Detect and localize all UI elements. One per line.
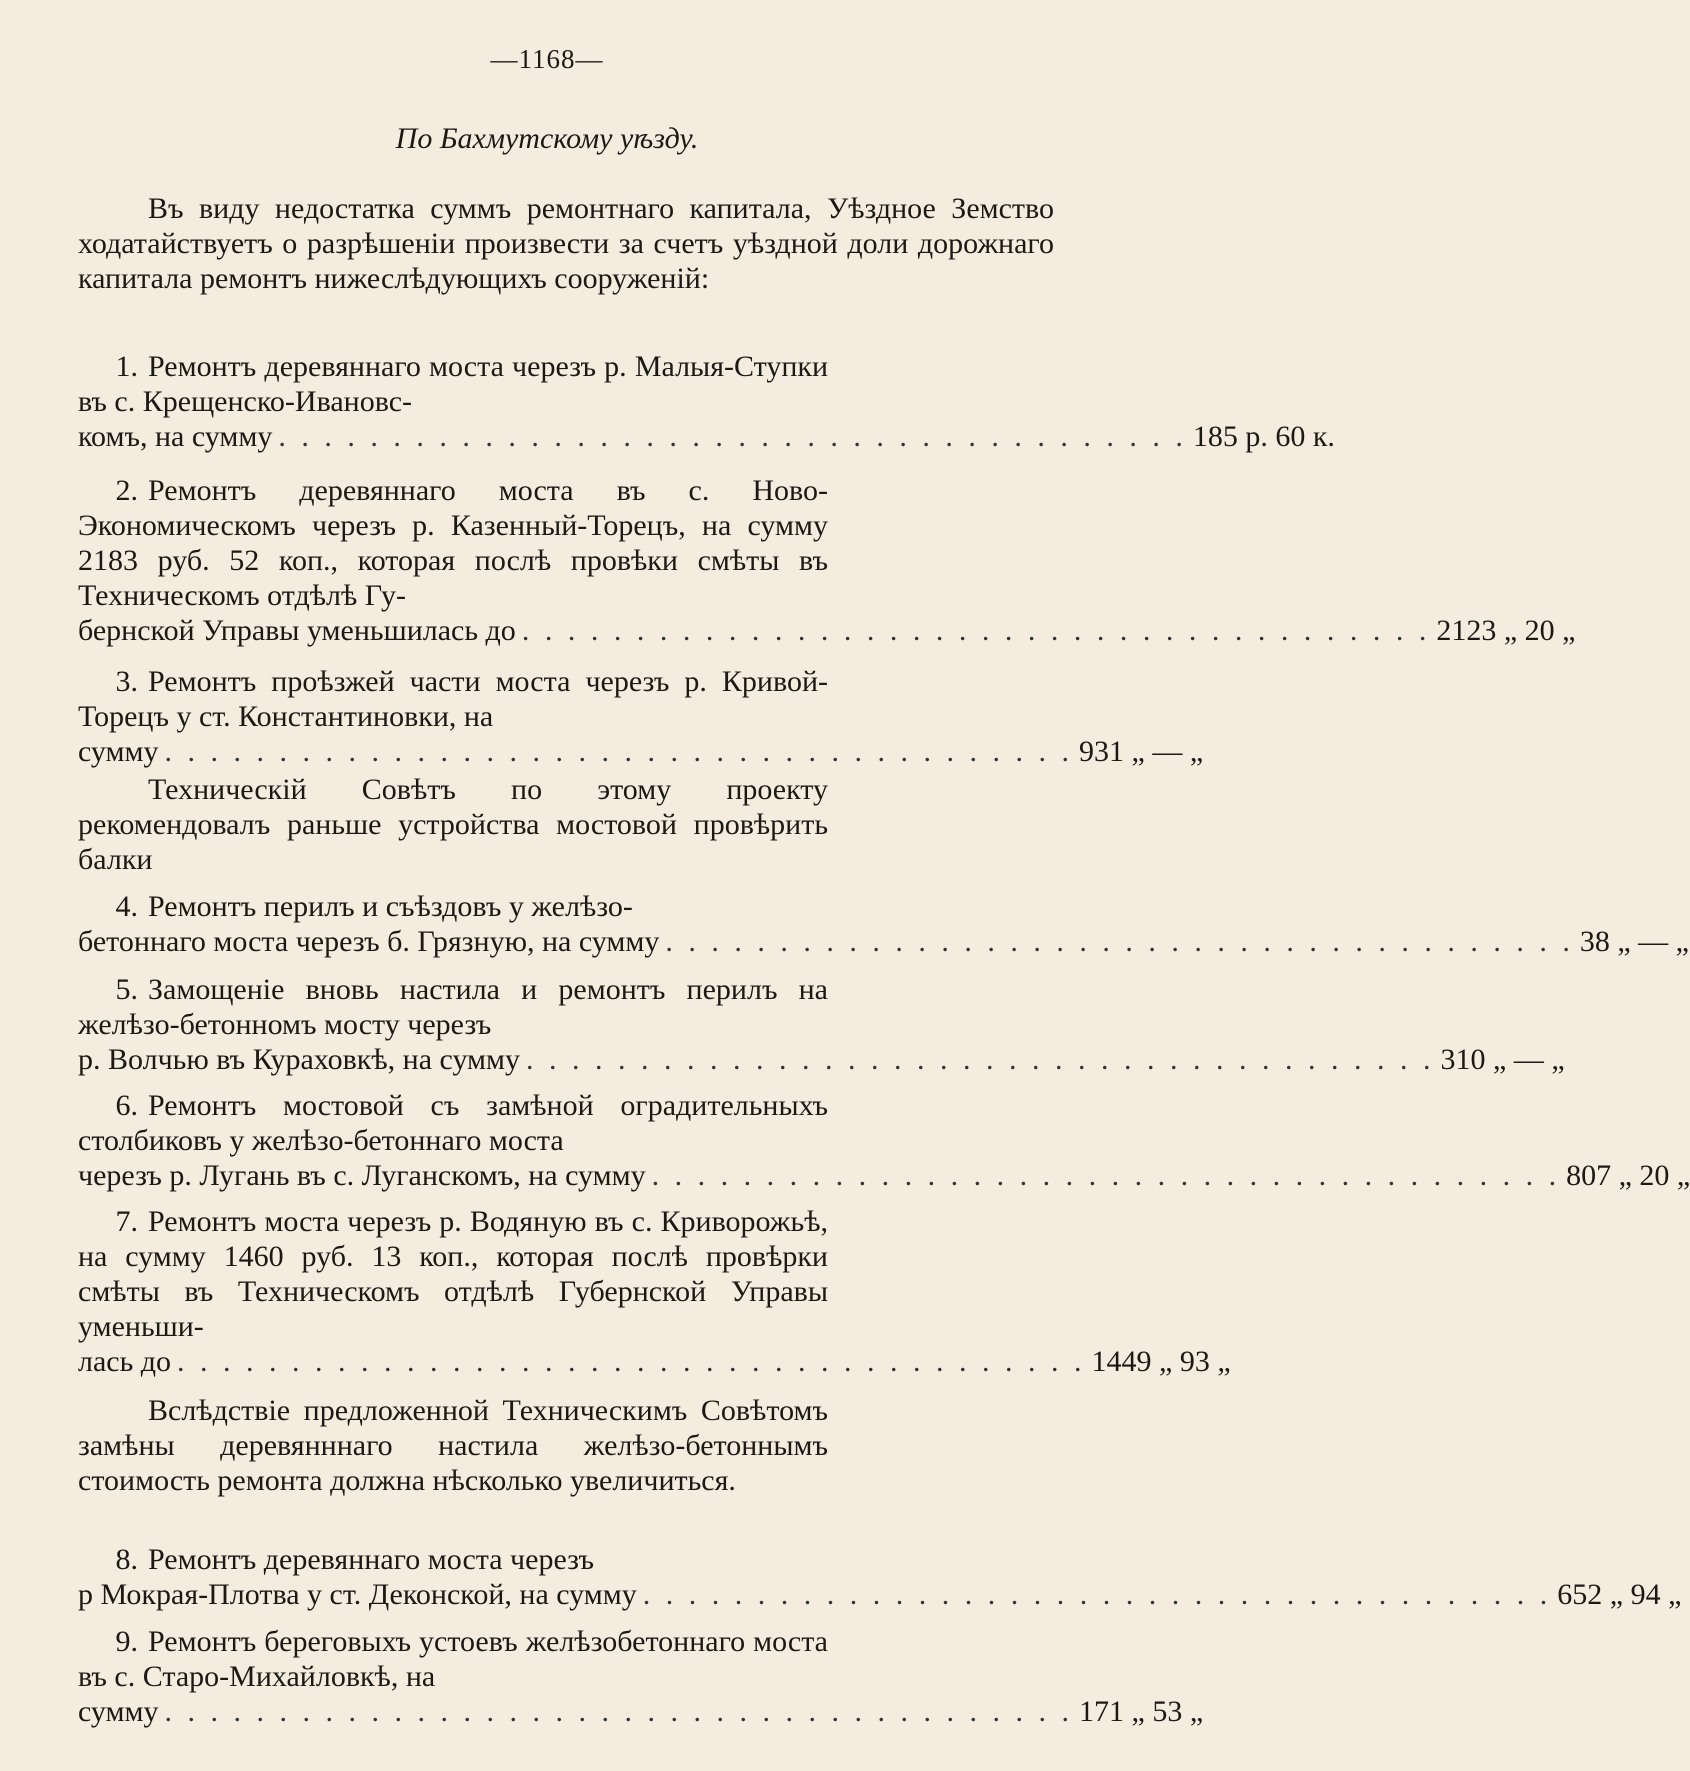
note-paragraph: Техническій Совѣтъ по этому проекту рекомендовалъ раньше устройства мостовой провѣрить балки <box>78 773 828 876</box>
item-amount: 1449 „ 93 „ <box>1091 1345 1231 1378</box>
item-tail: черезъ р. Лугань въ с. Луганскомъ, на сумму <box>78 1159 646 1192</box>
list-item <box>78 889 1689 959</box>
list-item <box>78 1542 1682 1612</box>
item-text: 8. Ремонтъ деревяннаго моста черезъ <box>78 1542 828 1577</box>
list-item <box>78 473 1576 648</box>
item-tail: лась до <box>78 1345 172 1378</box>
note-paragraph: Вслѣдствіе предложенной Техническимъ Совѣтомъ замѣны деревянннаго настила желѣзо-бетоннымъ стоимость ремонта должна нѣсколько увеличиться. <box>78 1394 828 1497</box>
item-text: 1. Ремонтъ деревяннаго моста черезъ р. Малыя-Ступки въ с. Крещенско-Ивановс- <box>78 350 828 418</box>
item-sum-line <box>78 1344 1231 1379</box>
item-text: 2. Ремонтъ деревяннаго моста въ с. Ново-Экономическомъ черезъ р. Казенный-Торецъ, на сумму 2183 руб. 52 коп., которая послѣ провѣки смѣты въ Техническомъ отдѣлѣ Гу- <box>78 474 828 612</box>
item-amount: 38 „ — „ <box>1579 925 1689 958</box>
item-tail: сумму <box>78 1695 159 1728</box>
item-text: 9. Ремонтъ береговыхъ устоевъ желѣзобетоннаго моста въ с. Старо-Михайловкѣ, на <box>78 1625 828 1693</box>
list-item <box>78 1204 1231 1379</box>
item-sum-line <box>78 1694 1204 1729</box>
list-item <box>78 1624 1204 1729</box>
item-sum-line <box>78 1158 1690 1193</box>
item-tail: комъ, на сумму <box>78 420 273 453</box>
leader-dots: . . . . . . . . . . . . . . . . . . . . . . . . . . . . . . . . . . . . . . . . <box>177 1345 1086 1378</box>
item-amount: 185 р. 60 к. <box>1192 420 1335 453</box>
list-item <box>78 972 1565 1077</box>
item-tail: бетоннаго моста черезъ б. Грязную, на сумму <box>78 925 660 958</box>
item-sum-line <box>78 1577 1682 1612</box>
list-item <box>78 664 1204 769</box>
item-text: 6. Ремонтъ мостовой съ замѣной оградительныхъ столбиковъ у желѣзо-бетоннаго моста <box>78 1089 828 1157</box>
item-text: 5. Замощеніе вновь настила и ремонтъ перилъ на желѣзо-бетонномъ мосту черезъ <box>78 973 828 1041</box>
leader-dots: . . . . . . . . . . . . . . . . . . . . . . . . . . . . . . . . . . . . . . . . <box>526 1043 1435 1076</box>
item-amount: 652 „ 94 „ <box>1557 1578 1682 1611</box>
leader-dots: . . . . . . . . . . . . . . . . . . . . . . . . . . . . . . . . . . . . . . . . <box>521 614 1431 647</box>
item-number: 6. <box>115 1089 138 1122</box>
list-item <box>78 1088 1690 1193</box>
item-sum-line <box>78 613 1576 648</box>
item-tail: сумму <box>78 735 159 768</box>
item-text: 3. Ремонтъ проѣзжей части моста черезъ р. Кривой-Торецъ у ст. Константиновки, на <box>78 665 828 733</box>
item-tail: р Мокрая-Плотва у ст. Деконской, на сумму <box>78 1578 637 1611</box>
item-number: 7. <box>115 1205 138 1238</box>
item-tail: бернской Управы уменьшилась до <box>78 614 516 647</box>
item-text: 4. Ремонтъ перилъ и съѣздовъ у желѣзо- <box>78 889 828 924</box>
item-number: 3. <box>115 665 138 698</box>
item-amount: 2123 „ 20 „ <box>1436 614 1576 647</box>
item-amount: 931 „ — „ <box>1079 735 1204 768</box>
section-heading: По Бахмутскому уѣзду. <box>395 122 699 155</box>
item-text: 7. Ремонтъ моста черезъ р. Водяную въ с. Криворожьѣ, на сумму 1460 руб. 13 коп., которая послѣ провѣрки смѣты въ Техническомъ отдѣлѣ Губернской Управы уменьши- <box>78 1205 828 1343</box>
item-sum-line <box>78 1042 1565 1077</box>
item-number: 9. <box>115 1625 138 1658</box>
leader-dots: . . . . . . . . . . . . . . . . . . . . . . . . . . . . . . . . . . . . . . . . <box>651 1159 1561 1192</box>
leader-dots: . . . . . . . . . . . . . . . . . . . . . . . . . . . . . . . . . . . . . . . . <box>164 1695 1073 1728</box>
leader-dots: . . . . . . . . . . . . . . . . . . . . . . . . . . . . . . . . . . . . . . . . <box>278 420 1187 453</box>
item-number: 1. <box>115 350 138 383</box>
item-number: 2. <box>115 474 138 507</box>
page-number: —1168— <box>490 44 604 74</box>
leader-dots: . . . . . . . . . . . . . . . . . . . . . . . . . . . . . . . . . . . . . . . . <box>642 1578 1552 1611</box>
item-amount: 807 „ 20 „ <box>1566 1159 1690 1192</box>
leader-dots: . . . . . . . . . . . . . . . . . . . . . . . . . . . . . . . . . . . . . . . . <box>164 735 1073 768</box>
item-sum-line <box>78 734 1204 769</box>
item-number: 5. <box>115 973 138 1006</box>
item-number: 4. <box>115 890 138 923</box>
item-tail: р. Волчью въ Кураховкѣ, на сумму <box>78 1043 521 1076</box>
item-sum-line <box>78 419 1335 454</box>
item-number: 8. <box>115 1543 138 1576</box>
leader-dots: . . . . . . . . . . . . . . . . . . . . . . . . . . . . . . . . . . . . . . . . <box>665 925 1574 958</box>
item-amount: 310 „ — „ <box>1440 1043 1565 1076</box>
intro-paragraph: Въ виду недостатка суммъ ремонтнаго капитала, Уѣздное Земство ходатайствуетъ о разрѣшеніи произвести за счетъ уѣздной доли дорожнаго капитала ремонтъ нижеслѣдующихъ сооруженій: <box>78 192 1054 295</box>
item-amount: 171 „ 53 „ <box>1079 1695 1204 1728</box>
list-item <box>78 349 1335 454</box>
item-sum-line <box>78 924 1689 959</box>
